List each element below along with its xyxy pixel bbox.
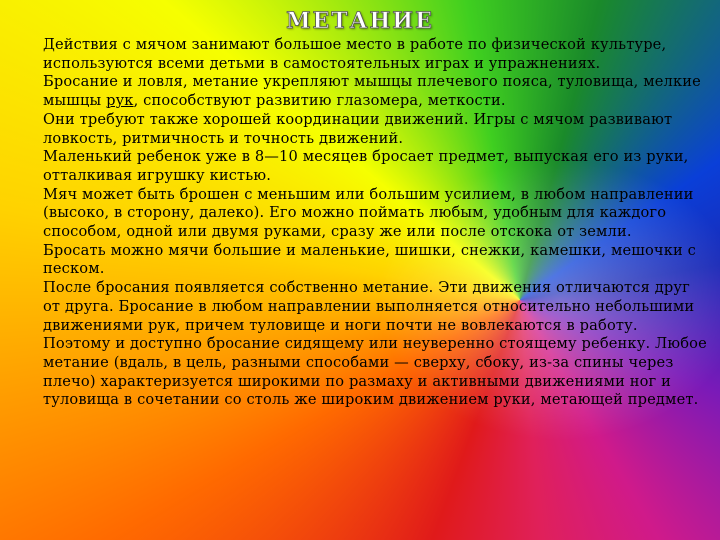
- slide-title: МЕТАНИЕ: [286, 8, 434, 34]
- paragraph-infant: Маленький ребенок уже в 8—10 месяцев бросает предмет, выпуская его из руки, отталкивая игрушку кистью.: [43, 148, 689, 184]
- paragraph-coordination: Они требуют также хорошей координации движений. Игры с мячом развивают ловкость, ритмичность и точность движений.: [43, 110, 673, 147]
- paragraph-text: Бросание и ловля, метание укрепляют мышцы плечевого пояса, туловища, мелкие мышцы: [43, 73, 701, 110]
- paragraph-throwing-benefits: [43, 73, 708, 110]
- paragraph-text: , способствуют развитию глазомера, меткости.: [133, 92, 506, 110]
- paragraph-ball-throw: Мяч может быть брошен с меньшим или большим усилием, в любом направлении (высоко, в сторону, далеко). Его можно поймать любым, удобным для каждого способом, одной или двумя руками, сразу же или после отскока от земли.: [43, 185, 694, 241]
- paragraph-ball-actions: Действия с мячом занимают большое место в работе по физической культуре, используются всеми детьми в самостоятельных играх и упражнениях.: [43, 36, 667, 72]
- hands-link[interactable]: рук: [106, 92, 134, 110]
- slide-body: [43, 36, 708, 410]
- paragraph-metanie: После бросания появляется собственно метание. Эти движения отличаются друг от друга. Бросание в любом направлении выполняется относительно небольшими движениями рук, причем туловище и ноги почти не вовлекаются в работу. Поэтому и доступно бросание сидящему или неуверенно стоящему ребенку. Любое метание (вдаль, в цель, разными способами — сверху, сбоку, из-за спины через плечо) характеризуется широкими по размаху и активными движениями ног и туловища в сочетании со столь же широким движением руки, метающей предмет.: [43, 279, 707, 409]
- paragraph-objects: Бросать можно мячи большие и маленькие, шишки, снежки, камешки, мешочки с песком.: [43, 241, 696, 278]
